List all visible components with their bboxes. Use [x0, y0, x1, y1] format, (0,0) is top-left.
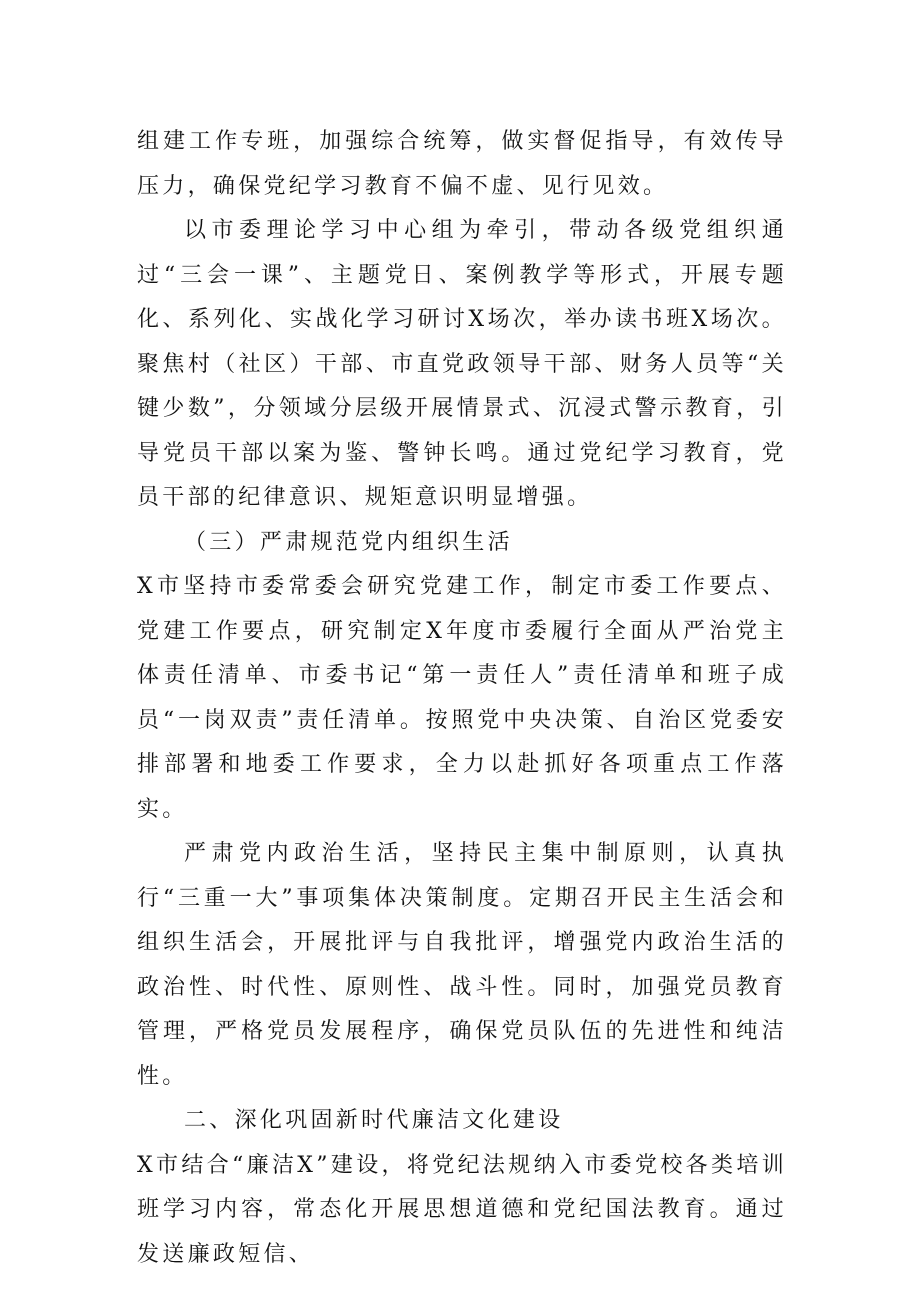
paragraph-clean-culture: X市结合“廉洁X”建设，将党纪法规纳入市委党校各类培训班学习内容，常态化开展思想道德和党纪国法教育。通过发送廉政短信、 [137, 1152, 787, 1267]
section-heading: 二、深化巩固新时代廉洁文化建设 [184, 1108, 564, 1133]
paragraph-continuation: 组建工作专班，加强综合统筹，做实督促指导，有效传导压力，确保党纪学习教育不偏不虚、见行见效。 [137, 129, 787, 199]
paragraph-study-education: 以市委理论学习中心组为牵引，带动各级党组织通过“三会一课”、主题党日、案例教学等形式，开展专题化、系列化、实战化学习研讨X场次，举办读书班X场次。聚焦村（社区）干部、市直党政领导干部、财务人员等“关键少数”，分领域分层级开展情景式、沉浸式警示教育，引导党员干部以案为鉴、警钟长鸣。通过党纪学习教育，党员干部的纪律意识、规矩意识明显增强。 [137, 218, 787, 510]
paragraph-party-building: X市坚持市委常委会研究党建工作，制定市委工作要点、党建工作要点，研究制定X年度市委履行全面从严治党主体责任清单、市委书记“第一责任人”责任清单和班子成员“一岗双责”责任清单。按照党中央决策、自治区党委安排部署和地委工作要求，全力以赴抓好各项重点工作落实。 [137, 574, 787, 822]
subsection-heading: （三）严肃规范党内组织生活 [184, 529, 513, 555]
paragraph-political-life: 严肃党内政治生活，坚持民主集中制原则，认真执行“三重一大”事项集体决策制度。定期召开民主生活会和组织生活会，开展批评与自我批评，增强党内政治生活的政治性、时代性、原则性、战斗性。同时，加强党员教育管理，严格党员发展程序，确保党员队伍的先进性和纯洁性。 [137, 841, 787, 1089]
document-body [137, 120, 787, 1277]
